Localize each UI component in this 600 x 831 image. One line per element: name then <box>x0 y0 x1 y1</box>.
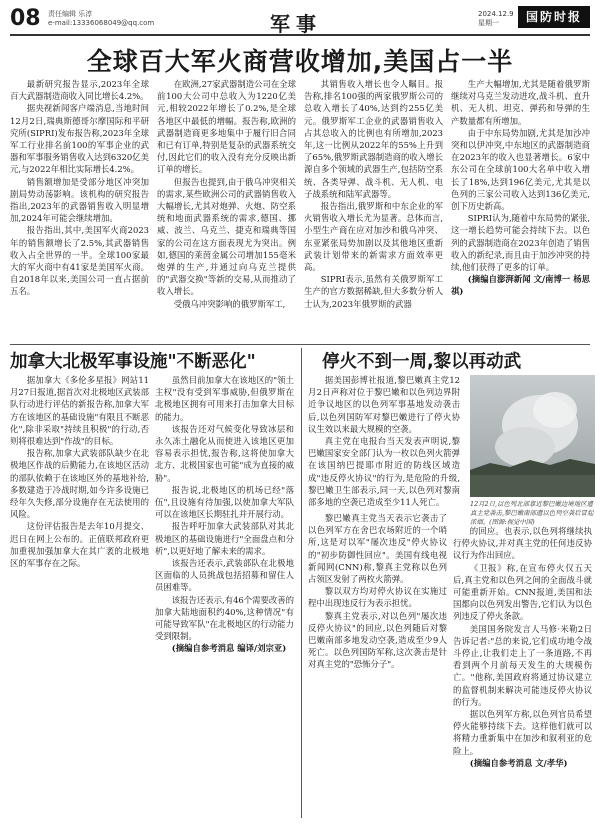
issue-date-block <box>478 10 514 28</box>
paragraph: 报告呼吁加拿大武装部队对其北极地区的基础设施进行"全面盘点和分析",以更好地了解未来的需求。 <box>155 521 294 556</box>
paragraph: 据以色列军方称,以色列官员希望停火能够持续下去。这样他们就可以将精力重新集中在加沙和叙利亚的危险上。 <box>453 709 592 756</box>
masthead-logo: 国防时报 <box>518 6 590 28</box>
section-title: 军事 <box>270 12 322 36</box>
paragraph: SIPRI认为,随着中东局势的紧张,这一增长趋势可能会持续下去。以色列的武器制造商在2023年创造了销售收入的新纪录,而且由于加沙冲突的持续,他们获得了更多的订单。 <box>451 213 590 273</box>
main-headline: 全球百大军火商营收增加,美国占一半 <box>86 47 514 76</box>
paragraph: 这份评估报告是去年10月提交、迟日在网上公布的。正值联邦政府更加重视加强加拿大在其广袤的北极地区的军事存在之际。 <box>10 521 149 569</box>
paragraph: 最新研究报告显示,2023年全球百大武器制造商收入同比增长4.2%。 <box>10 79 149 102</box>
page-header <box>10 6 590 36</box>
paragraph: 该报告还对气候变化导致冰层和永久冻土融化从而使进入该地区更加容易表示担忧,报告称,这将使加拿大北方、北极国家也可能"成为直接的威胁"。 <box>155 423 294 483</box>
paragraph: 虽然目前加拿大在该地区的"领土主权"没有受到军事威胁,但俄罗斯在北极地区拥有可用来打击加拿大目标的能力。 <box>155 375 294 422</box>
paragraph: 其销售收入增长也令人瞩目。报告称,排名100强的两家俄罗斯公司的总收入增长了40%,达到约255亿美元。俄罗斯军工企业的武器销售收入占其总收入的比例也有所增加,2023年,这一比例从2022年的55%上升到了65%,俄罗斯武器制造商的收入增长源自多个领域的武器生产,包括防空系统、各类导弹、战斗机、无人机、电子战系统和陆军武器等。 <box>304 79 443 199</box>
article1-column-2 <box>157 78 296 340</box>
paragraph: 的回应。也表示,以色列将继续执行停火协议,并对真主党的任何违反协议行为作出回应。 <box>453 526 592 561</box>
paragraph: 《卫报》称,在宣布停火仅五天后,真主党和以色列之间的全面战斗就可能重新开始。CNN报道,美国和法国都向以色列发出警告,它们认为以色列违反了停火条款。 <box>453 562 592 622</box>
article3-column-1a <box>308 374 460 508</box>
section-divider <box>10 344 590 345</box>
paragraph: 报告称,加拿大武装部队缺少在北极地区作战的后勤能力,在该地区活动的部队依赖于在该地区外的基地补给,多数建造于冷战时期,如今许多设施已经年久失修,部分设施存在无法使用的风险。 <box>10 448 149 520</box>
paragraph: 由于中东局势加剧,尤其是加沙冲突和以伊冲突,中东地区的武器制造商在2023年的收入也显著增长。6家中东公司在全球前100大名单中收入增长了18%,达到196亿美元,尤其是以色列的三家公司收入达到136亿美元,创下历史新高。 <box>451 127 590 212</box>
paragraph: 该报告还表示,武装部队在北极地区面临的人员挑战包括招募和留住人员困难等。 <box>155 558 294 593</box>
paragraph: 该报告还表示,有46个需要改善的加拿大陆地面积约40%,这种情况"有可能导致军队"在北极地区的行动能力受到限制。 <box>155 594 294 642</box>
paragraph: 受俄乌冲突影响的俄罗斯军工, <box>173 298 286 309</box>
page-number: 08 <box>10 6 41 31</box>
article2-headline: 加拿大北极军事设施"不断恶化" <box>10 352 256 372</box>
paragraph: 黎真主党表示,对以色列"屡次违反停火协议"的回应,以色列随后对黎巴嫩南部多地发动空袭,造成至少9人死亡。以色列国防军称,这次袭击是针对真主党的"恐怖分子"。 <box>308 610 447 670</box>
article2-column-2 <box>155 374 294 814</box>
issue-date: 2024.12.9 <box>478 10 514 18</box>
paragraph: 但报告也提到,由于俄乌冲突相关的需求,某些欧洲公司的武器销售收入大幅增长,尤其对炮弹、火炮、防空系统和地面武器系统的需求,德国、挪威、波兰、乌克兰、捷克和瑞典等国家的公司在这方面表现尤为突出。例如,德国的莱茵金属公司增加155毫米炮弹的生产,并通过向乌克兰提供的"武器交换"等新的交易,从而推动了收入增长。 <box>157 176 296 297</box>
paragraph: 报告说,北极地区的机场已经"落伍",且设施有待加强,以使加拿大军队可以在该地区长期驻扎并开展行动。 <box>155 484 294 520</box>
article1-column-1 <box>10 78 149 340</box>
paragraph: 黎巴嫩真主党当天表示它袭击了以色列军方在舍巴农场附近的一个哨所,这是对以军"屡次违反"停火协议的"初步防御性回应"。美国有线电视新闻网(CNN)称,黎真主党称以色列占领区发射了两枚火箭弹。 <box>308 513 447 585</box>
article1-column-3 <box>304 78 443 340</box>
smoke-photo <box>470 375 595 497</box>
article-credit: (摘编自参考消息 编译/刘宗亚) <box>171 643 287 654</box>
article3-column-2 <box>308 512 447 814</box>
paragraph: 据美国彭博社报道,黎巴嫩真主党12月2日声称对位于黎巴嫩和以色列边界附近争议地区的以色列军事基地发动袭击后,以色列国防军对黎巴嫩进行了停火协议生效以来最大规模的空袭。 <box>308 375 460 434</box>
paragraph: 据央视新闻客户端消息,当地时间12月2日,瑞典斯德哥尔摩国际和平研究所(SIPRI)发布报告称,2023年全球军工行业排名前100的军事企业的武器和军事服务销售收入达到6320亿美元,与2022年相比实际增长4.2%。 <box>10 103 149 175</box>
paragraph: 销售额增加是受部分地区冲突加剧局势动荡影响。该机构的研究报告指出,2023年的武器销售收入明显增加,2024年可能会继续增加。 <box>10 176 149 224</box>
paragraph: SIPRI表示,虽然有关俄罗斯军工生产的官方数据稀缺,但大多数分析人士认为,2023年俄罗斯的武器 <box>304 274 443 309</box>
paragraph: 生产大幅增加,尤其是随着俄罗斯继续对乌克兰发动进攻,战斗机、直升机、无人机、坦克、弹药和导弹的生产数量都有所增加。 <box>451 79 590 126</box>
paragraph: 美国国务院发言人马修·米勒2日告诉记者:"总的来说,它们成功地令战斗停止,让我们走上了一条道路,不再看到两个月前每天发生的大规模伤亡。"他称,美国政府将通过协议建立的监督机制来解决可能违反停火协议的行为。 <box>453 623 592 707</box>
paragraph: 报告指出,俄罗斯和中东企业的军火销售收入增长尤为显著。总体而言,小型生产商在应对加沙和俄乌冲突、东亚紧张局势加剧以及其他地区重新武装计划带来的新需求方面效率更高。 <box>304 201 443 273</box>
paragraph: 真主党在电报台当天发表声明说,黎巴嫩国家安全部门认为一枚以色列火箭弹在该国纳巴提耶市附近的防线区域造成"违反停火协议"的行为,是危险的升级,黎巴嫩卫生部表示,同一天,以色列对黎南部多地的空袭已造成至少11人死亡。 <box>308 436 460 508</box>
column-divider <box>301 348 302 818</box>
issue-weekday: 星期一 <box>478 19 499 27</box>
editor-name: 责任编辑 乐淳 <box>48 10 93 18</box>
article-credit: (摘编自参考消息 文/孝华) <box>469 757 568 768</box>
paragraph: 据加拿大《多伦多星报》网站11月27日报道,据首次对北极地区武装部队行动进行评估的新报告称,加拿大军方在该地区的基础设施"有限且不断恶化",除非采取"持续且积极"的行动,否则将很难达到"作战"的目标。 <box>10 375 149 447</box>
paragraph: 报告指出,其中,美国军火商2023年的销售额增长了2.5%,其武器销售收入占全世界的一半。全球100家最大的军火商中有41家是美国军火商。自2018年以来,美国公司一直占据前五名。 <box>10 225 149 297</box>
article3-column-3 <box>453 525 592 814</box>
paragraph: 黎以双方均对停火协议在实施过程中出现违反行为表示担忧。 <box>308 586 447 609</box>
editor-info <box>48 10 154 28</box>
article-credit: (摘编自澎湃新闻 文/南博一 杨思祺) <box>451 274 590 297</box>
paragraph: 在欧洲,27家武器制造公司在全球前100大公司中总收入为1220亿美元,相较2022年增长了0.2%,是全球各地区中最低的增幅。报告称,欧洲的武器制造商更多地集中于履行旧合同和已有订单,特别是复杂的武器系统交付,因此它们的收入没有充分反映出新订单的增长。 <box>157 79 296 175</box>
editor-email: e-mail:13336068049@qq.com <box>48 19 155 27</box>
article3-headline: 停火不到一周,黎以再动武 <box>322 352 522 372</box>
article2-column-1 <box>10 374 149 814</box>
article1-column-4 <box>451 78 590 340</box>
photo-caption: 12月2日,以色列北部靠近黎巴嫩边境地区遭真主党袭击,黎巴嫩南部遭以色列空袭后冒起浓烟。(图源:视觉中国) <box>470 500 594 526</box>
